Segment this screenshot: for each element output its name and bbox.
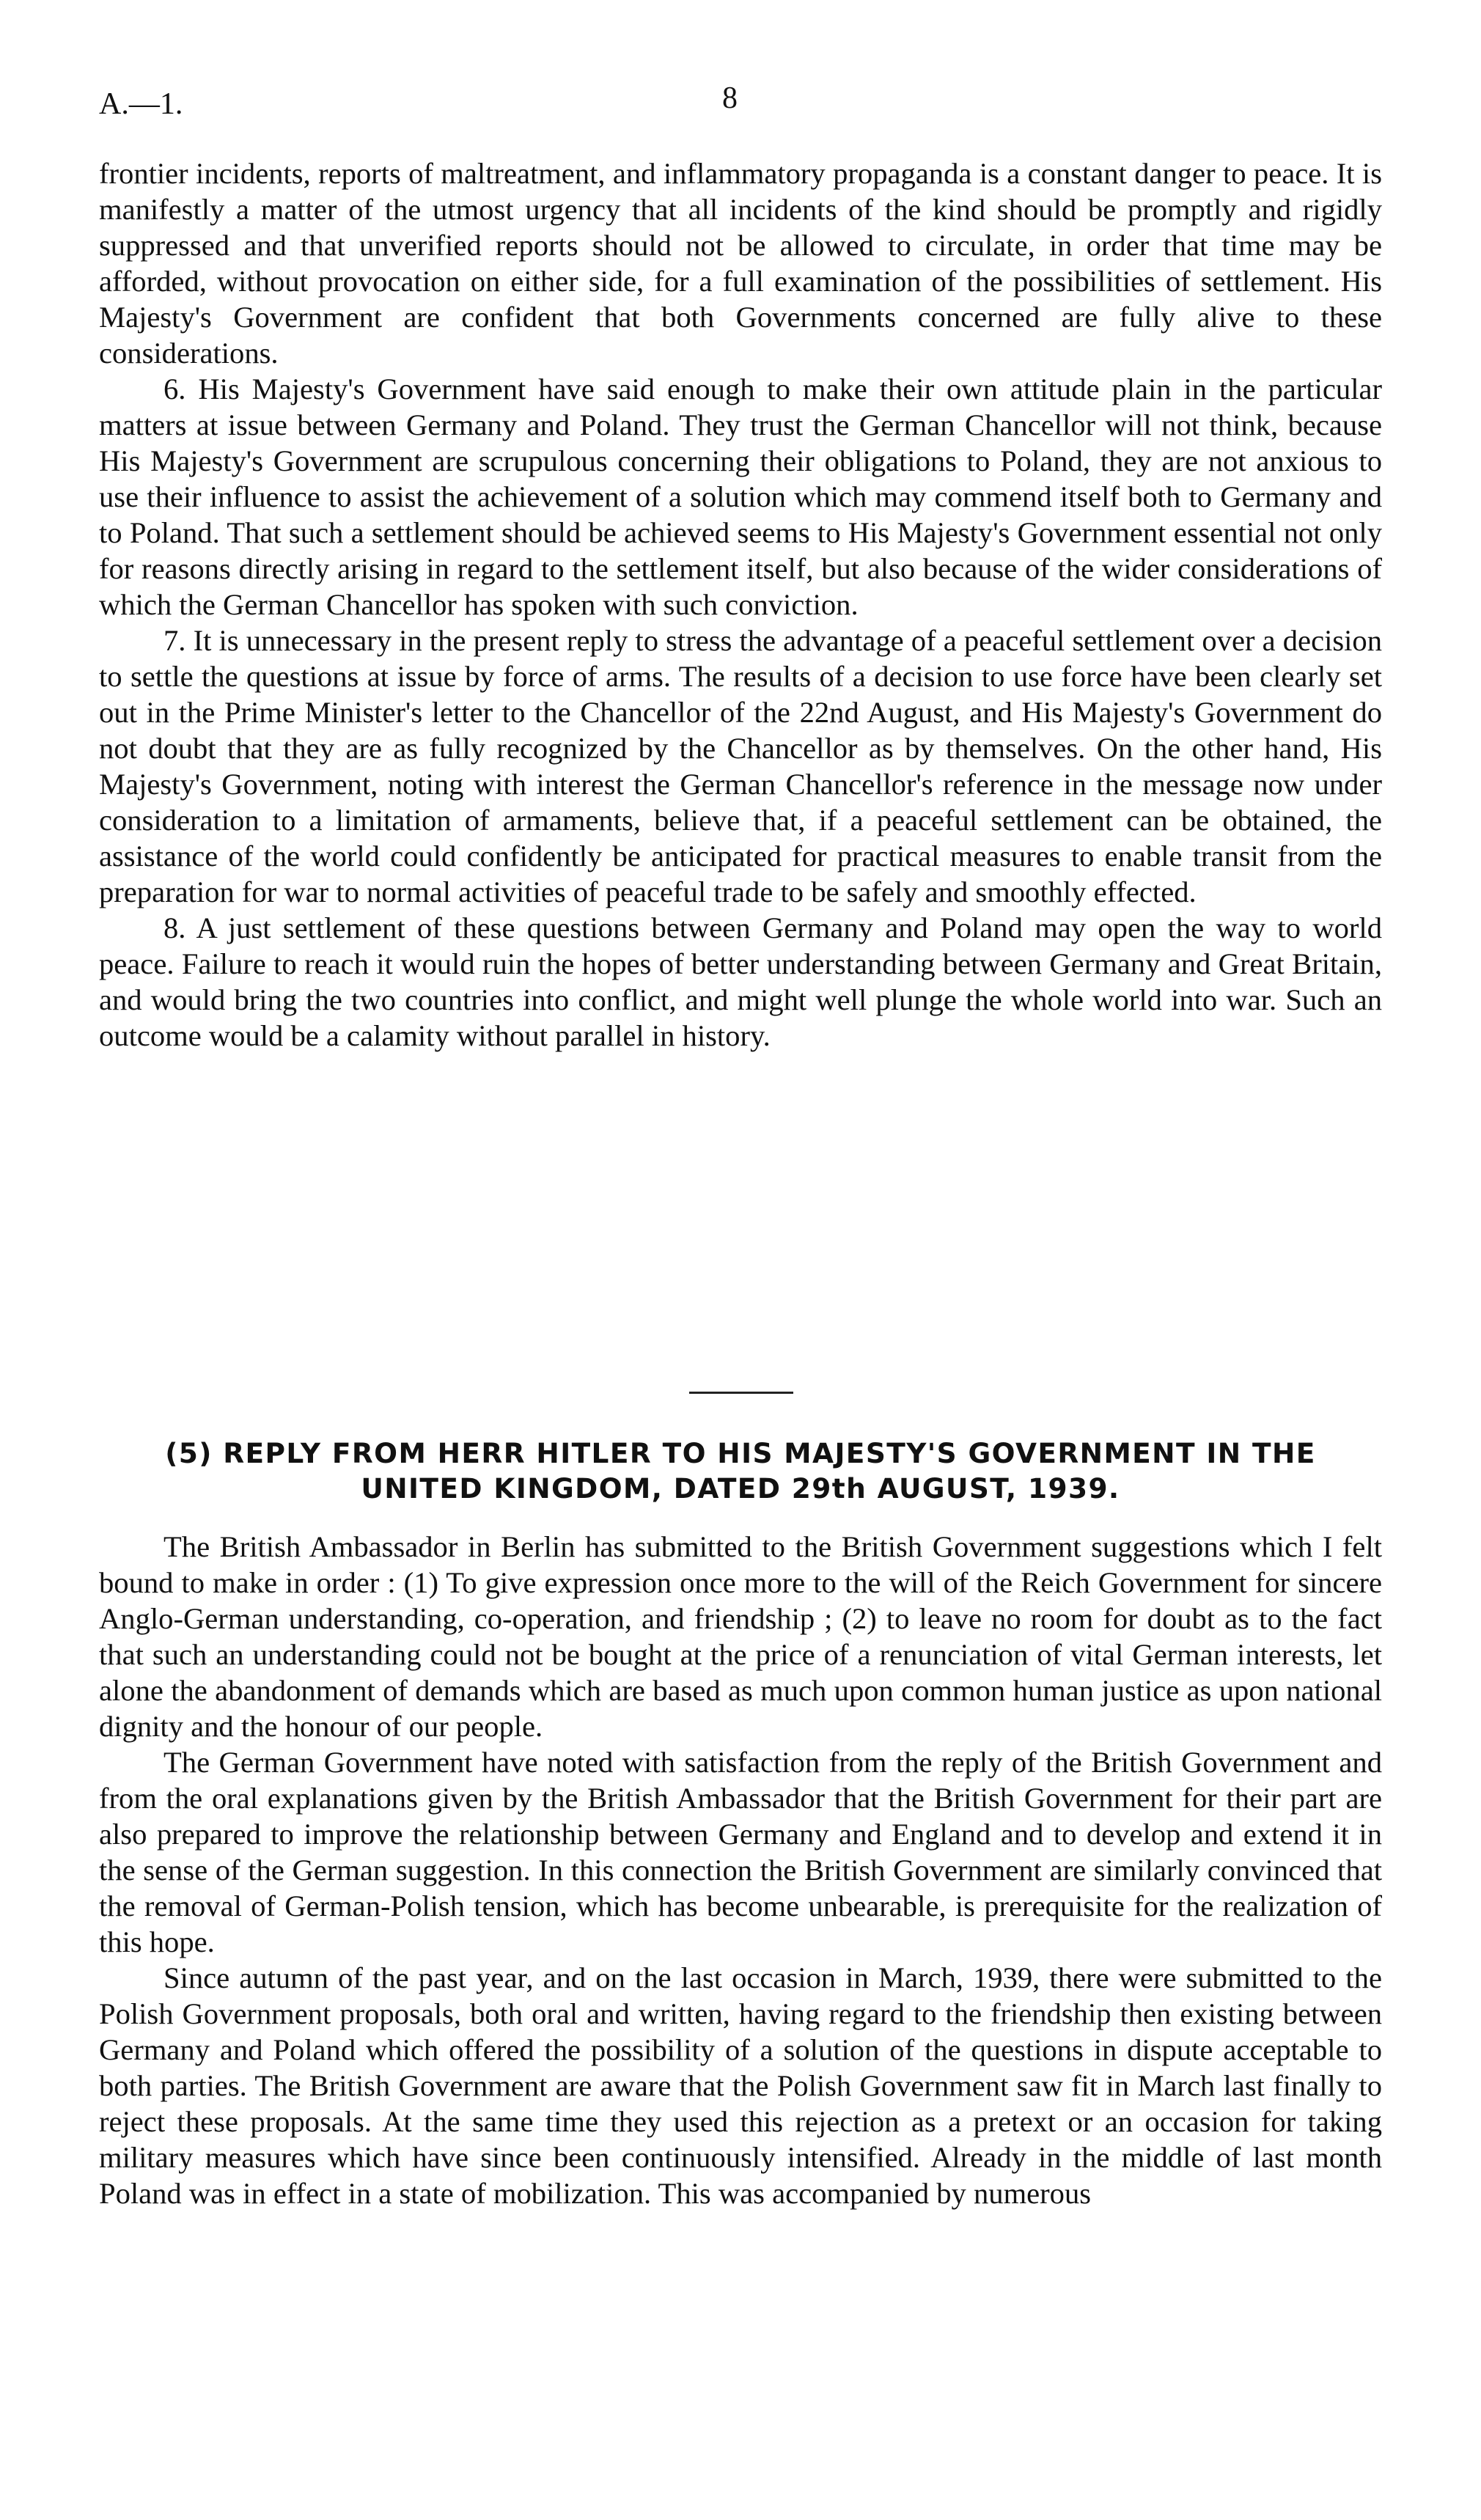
section-heading: (5) REPLY FROM HERR HITLER TO HIS MAJESTY'S GOVERNMENT IN THE UNITED KINGDOM, DATED 29th AUGUST, 1939. — [165, 1437, 1316, 1505]
paragraph-6: 6. His Majesty's Government have said enough to make their own attitude plain in the particular matters at issue between Germany and Poland. They trust the German Chancellor will not think, because His Majesty's Government are scrupulous concerning their obligations to Poland, they are not anxious to use their influence to assist the achievement of a solution which may commend itself both to Germany and to Poland. That such a settlement should be achieved seems to His Majesty's Government essential not only for reasons directly arising in regard to the settlement itself, but also because of the wider considerations of which the German Chancellor has spoken with such conviction. — [99, 372, 1382, 621]
page-number: 8 — [722, 81, 738, 115]
reply-paragraph-1: The British Ambassador in Berlin has submitted to the British Government suggestions which I felt bound to make in order : (1) To give expression once more to the will of the Reich Government for sincere Anglo-German understanding, co-operation, and friendship ; (2) to leave no room for doubt as to the fact that such an understanding could not be bought at the price of a renunciation of vital German interests, let alone the abandonment of demands which are based as much upon common human justice as upon national dignity and the honour of our people. — [99, 1530, 1382, 1743]
paragraph-8: 8. A just settlement of these questions between Germany and Poland may open the way to world peace. Failure to reach it would ruin the hopes of better understanding between Germany and Great Britain, and would bring the two countries into conflict, and might well plunge the whole world into war. Such an outcome would be a calamity without parallel in history. — [99, 911, 1382, 1052]
paragraph-7: 7. It is unnecessary in the present reply to stress the advantage of a peaceful settlement over a decision to settle the questions at issue by force of arms. The results of a decision to use force have been clearly set out in the Prime Minister's letter to the Chancellor of the 22nd August, and His Majesty's Government do not doubt that they are as fully recognized by the Chancellor as by themselves. On the other hand, His Majesty's Government, noting with interest the German Chancellor's reference in the message now under consideration to a limitation of armaments, believe that, if a peaceful settlement can be obtained, the assistance of the world could confidently be anticipated for practical measures to enable transit from the preparation for war to normal activities of peaceful trade to be safely and smoothly effected. — [99, 624, 1382, 908]
reply-paragraph-3: Since autumn of the past year, and on the last occasion in March, 1939, there were submitted to the Polish Government proposals, both oral and written, having regard to the friendship then existing between Germany and Poland which offered the possibility of a solution of the questions in dispute acceptable to both parties. The British Government are aware that the Polish Government saw fit in March last finally to reject these proposals. At the same time they used this rejection as a pretext or an occasion for taking military measures which have since been continuously intensified. Already in the middle of last month Poland was in effect in a state of mobilization. This was accompanied by numerous — [99, 1961, 1382, 2210]
running-head: A.—1. — [99, 87, 183, 121]
paragraph-continuation: frontier incidents, reports of maltreatment, and inflammatory propaganda is a constant danger to peace. It is manifestly a matter of the utmost urgency that all incidents of the kind should be promptly and rigidly suppressed and that unverified reports should not be allowed to circulate, in order that time may be afforded, without provocation on either side, for a full examination of the possibilities of settlement. His Majesty's Government are confident that both Governments concerned are fully alive to these considerations. — [99, 157, 1382, 370]
section-divider — [689, 1392, 793, 1394]
hitler-reply-text — [99, 1529, 1382, 2211]
continued-reply-text — [99, 155, 1382, 1054]
reply-paragraph-2: The German Government have noted with satisfaction from the reply of the British Government and from the oral explanations given by the British Ambassador that the British Government for their part are also prepared to improve the relationship between Germany and England and to develop and extend it in the sense of the German suggestion. In this connection the British Government are similarly convinced that the removal of German-Polish tension, which has become unbearable, is prerequisite for the realization of this hope. — [99, 1746, 1382, 1958]
